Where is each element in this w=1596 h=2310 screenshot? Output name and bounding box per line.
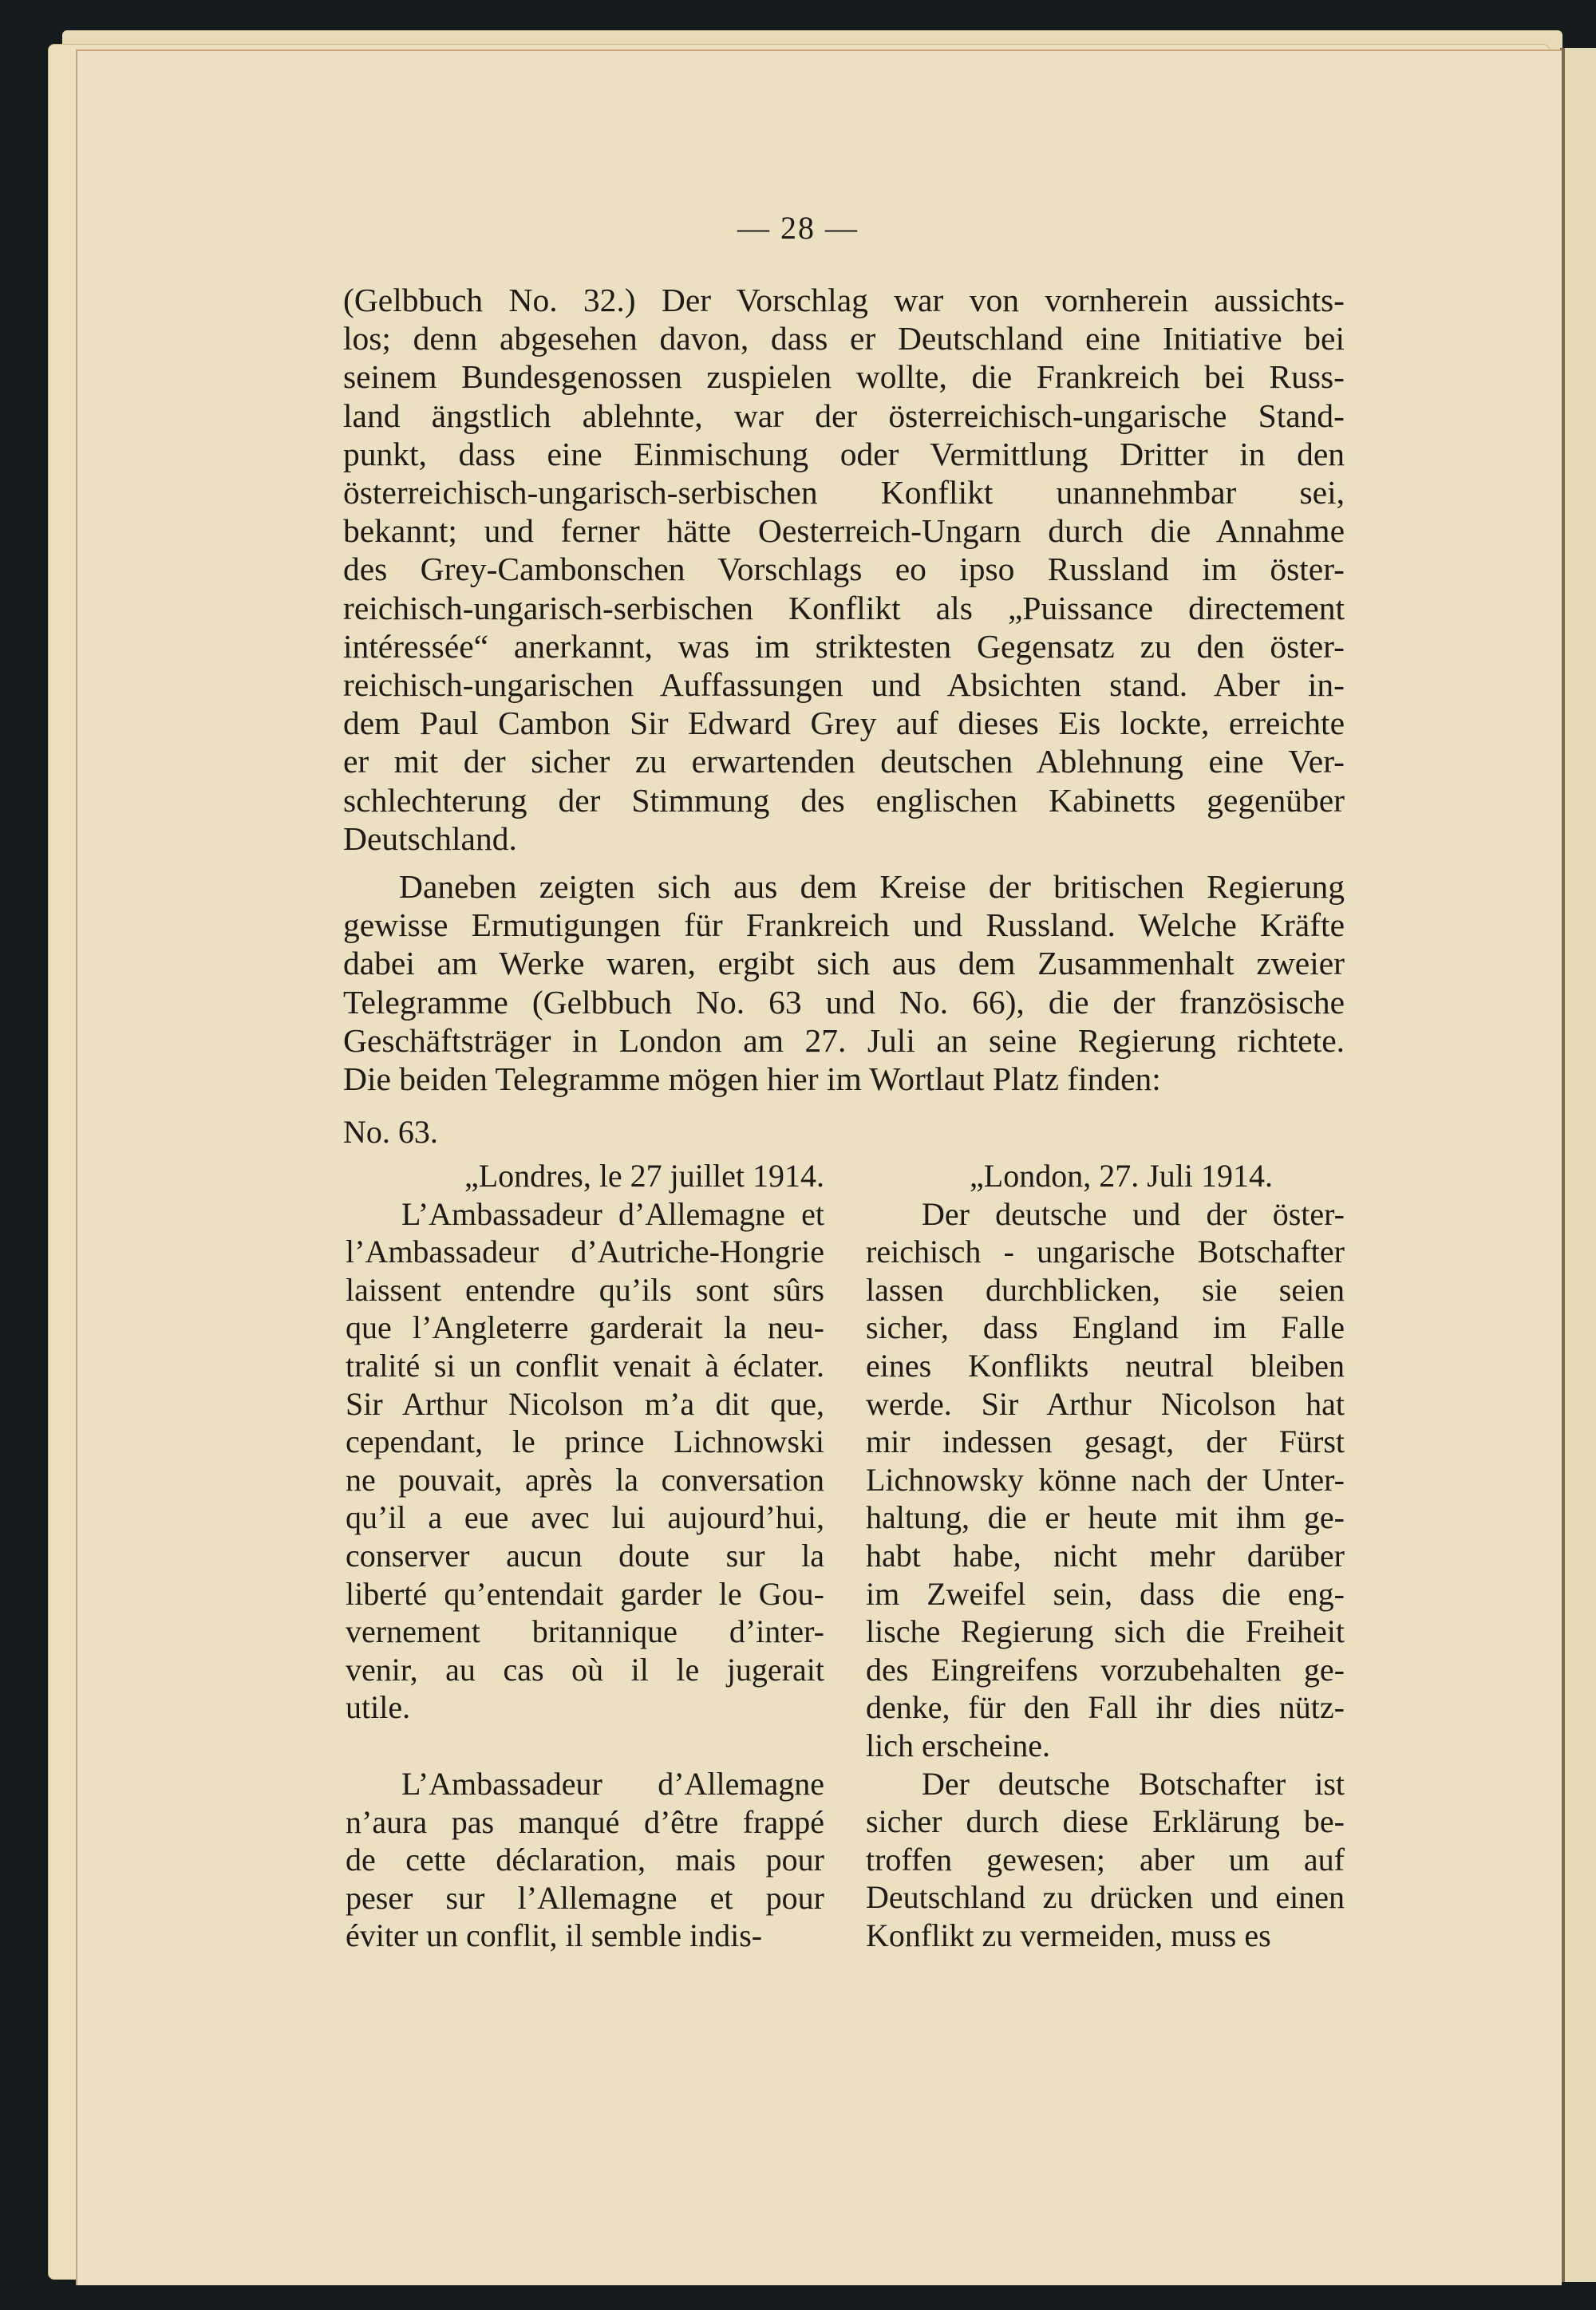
french-dateline: „Londres, le 27 juillet 1914. [464,1158,824,1194]
text-line: L’Ambassadeur d’Allemagne [401,1765,824,1802]
page-number: — 28 — [737,210,859,246]
french-paragraph-1 [346,1195,824,1727]
text-line: qu’il a eue avec lui aujourd’hui, [346,1499,824,1536]
text-line: denke, für den Fall ihr dies nütz- [866,1689,1345,1726]
text-line: Telegramme (Gelbbuch No. 63 und No. 66), die der französische [343,983,1345,1021]
text-line: cependant, le prince Lichnowski [346,1424,824,1460]
text-line: eines Konflikts neutral bleiben [866,1347,1345,1384]
french-column [346,1157,824,1955]
text-line: mir indessen gesagt, der Fürst [866,1424,1345,1460]
text-line: Die beiden Telegramme mögen hier im Wortlaut Platz finden: [343,1060,1161,1098]
text-line: utile. [346,1689,411,1726]
text-line: lassen durchblicken, sie seien [866,1271,1345,1308]
text-line: schlechterung der Stimmung des englischen Kabinetts gegenüber [343,781,1345,819]
text-line: im Zweifel sein, dass die eng- [866,1575,1345,1612]
text-line: los; denn abgesehen davon, dass er Deutschland eine Initiative bei [343,320,1345,357]
text-line: Der deutsche und der öster- [922,1195,1345,1232]
german-paragraph-2 [866,1765,1345,1955]
text-line: sicher durch diese Erklärung be- [866,1803,1345,1840]
text-line: Deutschland. [343,819,517,857]
german-column [866,1157,1345,1954]
text-line: reichisch - ungarische Botschafter [866,1234,1345,1270]
text-line: dem Paul Cambon Sir Edward Grey auf dieses Eis lockte, erreichte [343,705,1345,742]
text-line: Geschäftsträger in London am 27. Juli an seine Regierung richtete. [343,1021,1345,1059]
text-line: haltung, die er heute mit ihm ge- [866,1499,1345,1536]
text-line: land ängstlich ablehnte, war der österreichisch-ungarische Stand- [343,397,1345,434]
text-line: lich erscheine. [866,1727,1050,1763]
german-paragraph-1 [866,1195,1345,1765]
text-line: liberté qu’entendait garder le Gou- [346,1575,824,1612]
intro-paragraph-1 [343,281,1345,858]
text-line: Daneben zeigten sich aus dem Kreise der britischen Regierung [399,868,1345,906]
text-line: werde. Sir Arthur Nicolson hat [866,1385,1345,1422]
text-line: er mit der sicher zu erwartenden deutschen Ablehnung eine Ver- [343,743,1345,780]
telegram-number: No. 63. [343,1114,438,1150]
intro-paragraph-2 [343,867,1345,1098]
text-line: (Gelbbuch No. 32.) Der Vorschlag war von vornherein aussichts- [343,282,1345,318]
text-line: lische Regierung sich die Freiheit [866,1613,1345,1650]
text-line: l’Ambassadeur d’Autriche-Hongrie [346,1234,824,1270]
text-line: Lichnowsky könne nach der Unter- [866,1461,1345,1498]
text-line: ne pouvait, après la conversation [346,1461,824,1498]
text-line: troffen gewesen; aber um auf [866,1841,1345,1878]
text-line: que l’Angleterre garderait la neu- [346,1309,824,1346]
text-line: de cette déclaration, mais pour [346,1842,824,1878]
text-line: éviter un conflit, il semble indis- [346,1917,763,1954]
french-paragraph-2 [346,1765,824,1955]
intro-text [343,281,1345,1098]
text-line: peser sur l’Allemagne et pour [346,1879,824,1916]
text-line: laissent entendre qu’ils sont sûrs [346,1271,824,1308]
text-line: reichisch-ungarischen Auffassungen und Absichten stand. Aber in- [343,666,1345,704]
text-line: intéressée“ anerkannt, was im striktesten Gegensatz zu den öster- [343,627,1345,665]
text-line: sicher, dass England im Falle [866,1309,1345,1346]
text-line: dabei am Werke waren, ergibt sich aus dem Zusammenhalt zweier [343,945,1345,982]
facing-page-edge [1560,48,1596,2282]
text-line: L’Ambassadeur d’Allemagne et [401,1195,824,1232]
text-line: seinem Bundesgenossen zuspielen wollte, die Frankreich bei Russ- [343,358,1345,396]
text-line: Der deutsche Botschafter ist [922,1765,1345,1802]
text-line: reichisch-ungarisch-serbischen Konflikt als „Puissance directement [343,589,1345,626]
text-line: Deutschland zu drücken und einen [866,1879,1345,1916]
text-line: vernement britannique d’inter- [346,1613,824,1650]
german-dateline: „London, 27. Juli 1914. [970,1158,1273,1194]
text-line: conserver aucun doute sur la [346,1537,824,1574]
text-line: des Eingreifens vorzubehalten ge- [866,1651,1345,1688]
text-line: bekannt; und ferner hätte Oesterreich-Ungarn durch die Annahme [343,512,1345,550]
text-line: Sir Arthur Nicolson m’a dit que, [346,1385,824,1422]
text-line: punkt, dass eine Einmischung oder Vermittlung Dritter in den [343,435,1345,472]
text-line: tralité si un conflit venait à éclater. [346,1347,824,1384]
text-line: des Grey-Cambonschen Vorschlags eo ipso Russland im öster- [343,551,1345,588]
text-line: Konflikt zu vermeiden, muss es [866,1917,1271,1953]
text-line: venir, au cas où il le jugerait [346,1651,824,1688]
text-line: gewisse Ermutigungen für Frankreich und Russland. Welche Kräfte [343,906,1345,944]
text-line: habt habe, nicht mehr darüber [866,1537,1345,1574]
text-line: n’aura pas manqué d’être frappé [346,1803,824,1840]
text-line: österreichisch-ungarisch-serbischen Konflikt unannehmbar sei, [343,474,1345,511]
